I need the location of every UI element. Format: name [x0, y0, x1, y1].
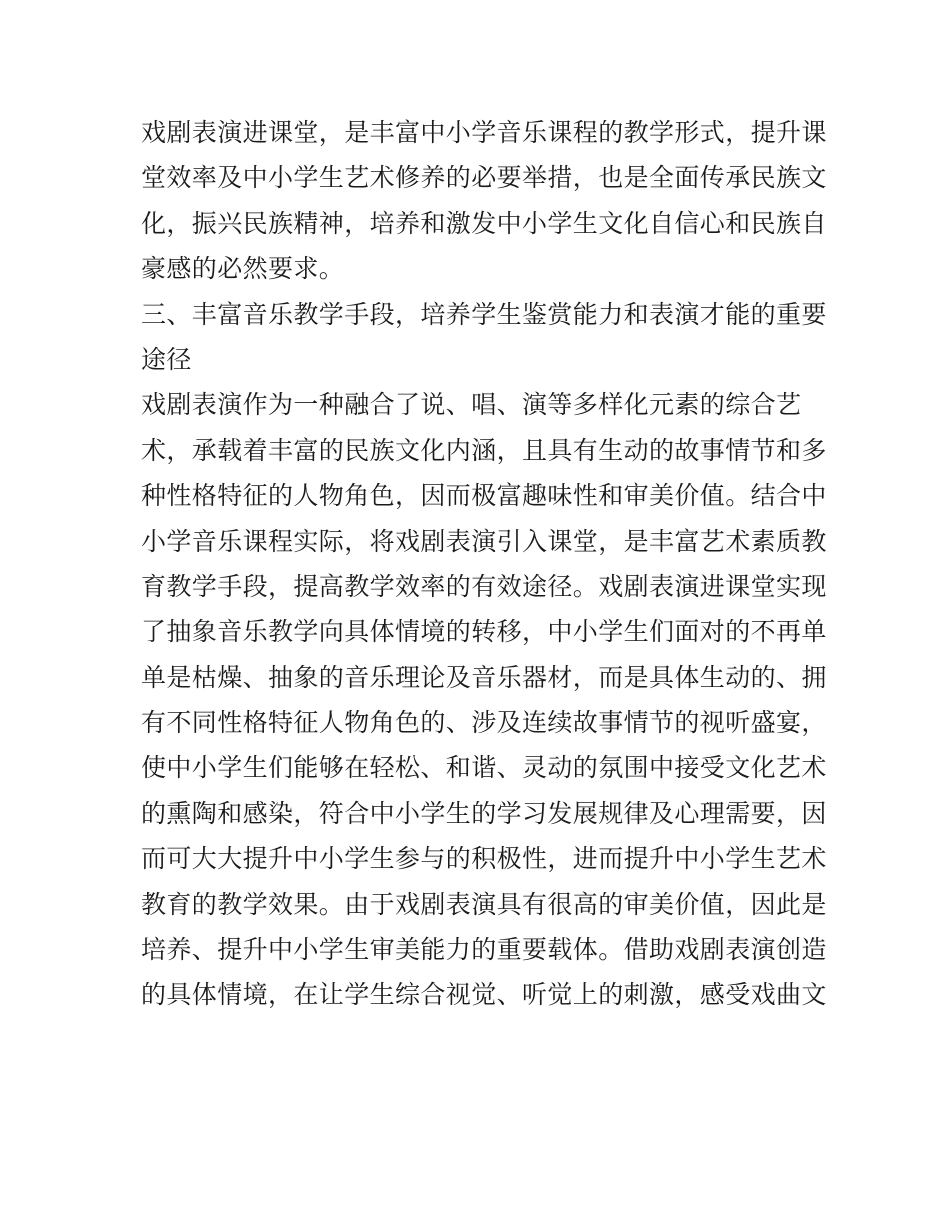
section-heading-line-2: 途径: [141, 344, 192, 374]
paragraph-2-line-6: 了抽象音乐教学向具体情境的转移，中小学生们面对的不再单: [141, 617, 827, 647]
paragraph-2-line-7: 单是枯燥、抽象的音乐理论及音乐器材，而是具体生动的、拥: [141, 662, 827, 692]
paragraph-2-line-3: 种性格特征的人物角色，因而极富趣味性和审美价值。结合中: [141, 481, 827, 511]
paragraph-1-line-3: 化，振兴民族精神，培养和激发中小学生文化自信心和民族自: [141, 208, 827, 238]
document-body: [141, 110, 827, 1018]
paragraph-2-line-4: 小学音乐课程实际，将戏剧表演引入课堂，是丰富艺术素质教: [141, 526, 827, 556]
paragraph-2-line-5: 育教学手段，提高教学效率的有效途径。戏剧表演进课堂实现: [141, 571, 827, 601]
paragraph-2-line-14: 的具体情境，在让学生综合视觉、听觉上的刺激，感受戏曲文: [141, 980, 827, 1010]
paragraph-1-line-2: 堂效率及中小学生艺术修养的必要举措，也是全面传承民族文: [141, 163, 827, 193]
paragraph-2-line-9: 使中小学生们能够在轻松、和谐、灵动的氛围中接受文化艺术: [141, 753, 827, 783]
paragraph-2-line-13: 培养、提升中小学生审美能力的重要载体。借助戏剧表演创造: [141, 935, 827, 965]
paragraph-2-line-12: 教育的教学效果。由于戏剧表演具有很高的审美价值，因此是: [141, 889, 827, 919]
paragraph-2-line-10: 的熏陶和感染，符合中小学生的学习发展规律及心理需要，因: [141, 798, 827, 828]
paragraph-1-line-1: 戏剧表演进课堂，是丰富中小学音乐课程的教学形式，提升课: [141, 118, 827, 147]
section-heading-line-1: 三、丰富音乐教学手段，培养学生鉴赏能力和表演才能的重要: [141, 299, 827, 329]
paragraph-2-line-8: 有不同性格特征人物角色的、涉及连续故事情节的视听盛宴，: [141, 708, 827, 738]
paragraph-2-line-1: 戏剧表演作为一种融合了说、唱、演等多样化元素的综合艺: [141, 390, 802, 420]
paragraph-1-line-4: 豪感的必然要求。: [141, 254, 345, 284]
paragraph-2-line-2: 术，承载着丰富的民族文化内涵，且具有生动的故事情节和多: [141, 435, 827, 465]
paragraph-2-line-11: 而可大大提升中小学生参与的积极性，进而提升中小学生艺术: [141, 844, 827, 874]
